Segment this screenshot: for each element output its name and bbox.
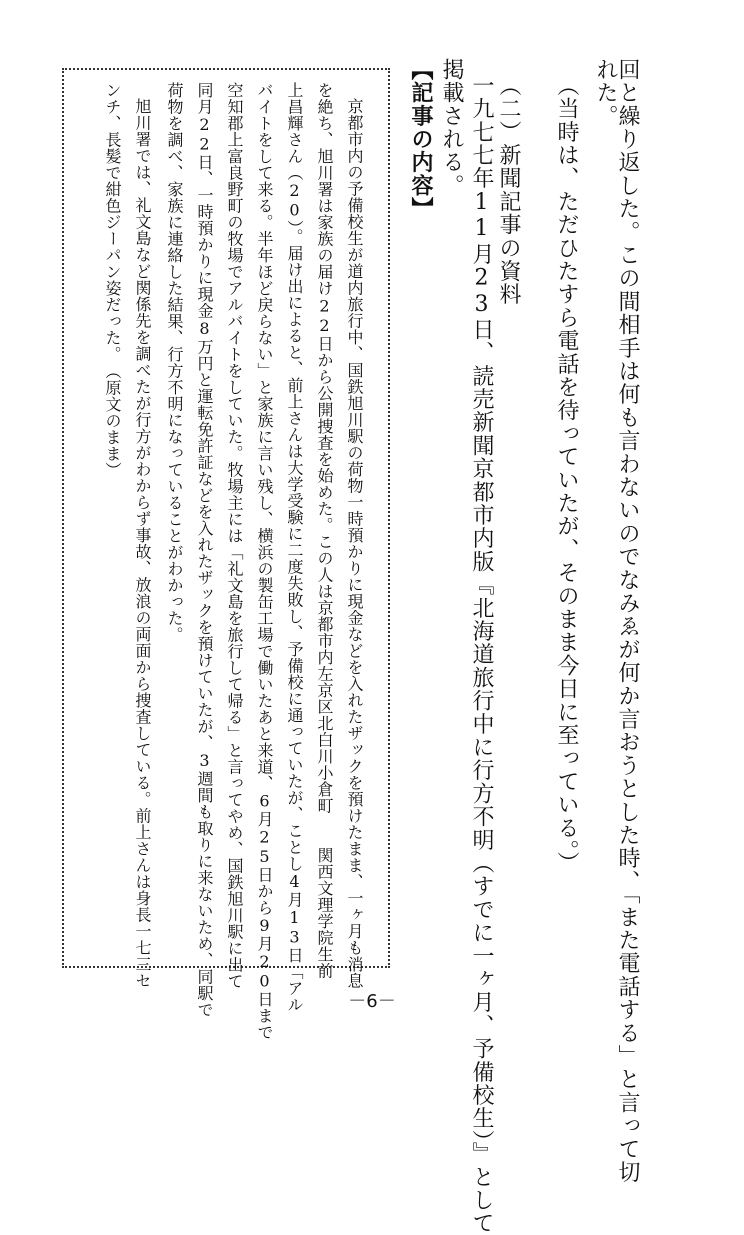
article-column-9: ンチ、長髪で紺色ジーパン姿だった。 （原文のまま） [103,82,122,479]
section-heading: （二）新聞記事の資料 [496,74,521,306]
article-column-4: バイトをして来る。半年ほど戻らない」と家族に言い残し、横浜の製缶工場で働いたあと来道、6月25日から9月20日まで [255,82,274,1041]
article-heading: 【記事の内容】 [408,58,434,221]
article-column-7: 荷物を調べ、家族に連絡した結果、行方不明になっていることがわかった。 [165,82,184,643]
article-column-8: 旭川署では、礼文島など関係先を調べたが行方がわからず事故、放浪の両面から捜査している。前上さんは身長一七三セ [133,98,152,989]
article-column-1: 京都市内の予備校生が道内旅行中、国鉄旭川駅の荷物一時預かりに現金などを入れたザックを預けたまま、一ヶ月も消息 [345,98,364,989]
main-text-column-5: 一九七七年11月23日、読売新聞京都市内版『北海道旅行中に行方不明（すでに一ヶ月、予備校生）』として [469,74,494,1235]
article-column-6: 同月22日、一時預かりに現金8万円と運転免許証などを入れたザックを預けていたが、3週間も取りに来ないため、同駅で [195,82,214,1018]
main-text-column-6: 掲載される。 [439,58,464,198]
page-number: －6－ [348,991,396,1012]
article-column-2: を絶ち、旭川署は家族の届け22日から公開捜査を始めた。この人は京都市内左京区北白川小倉町 関西文理学院生前 [315,82,334,979]
article-column-3: 上昌輝さん（20）。届け出によると、前上さんは大学受験に二度失敗し、予備校に通っていたが、ことし4月13日「アル [285,82,304,1013]
main-text-column-3: （当時は、ただひたすら電話を待っていたが、そのまま今日に至っている。） [554,74,579,875]
main-text-column-1: 回と繰り返した。この間相手は何も言わないのでなみゑが何か言おうとした時、「また電話する」と言って切 [615,58,640,1184]
main-text-column-2: れた。 [593,58,618,128]
article-column-5: 空知郡上富良野町の牧場でアルバイトをしていた。牧場主には「礼文島を旅行して帰る」と言ってやめ、国鉄旭川駅に出て [225,82,244,990]
